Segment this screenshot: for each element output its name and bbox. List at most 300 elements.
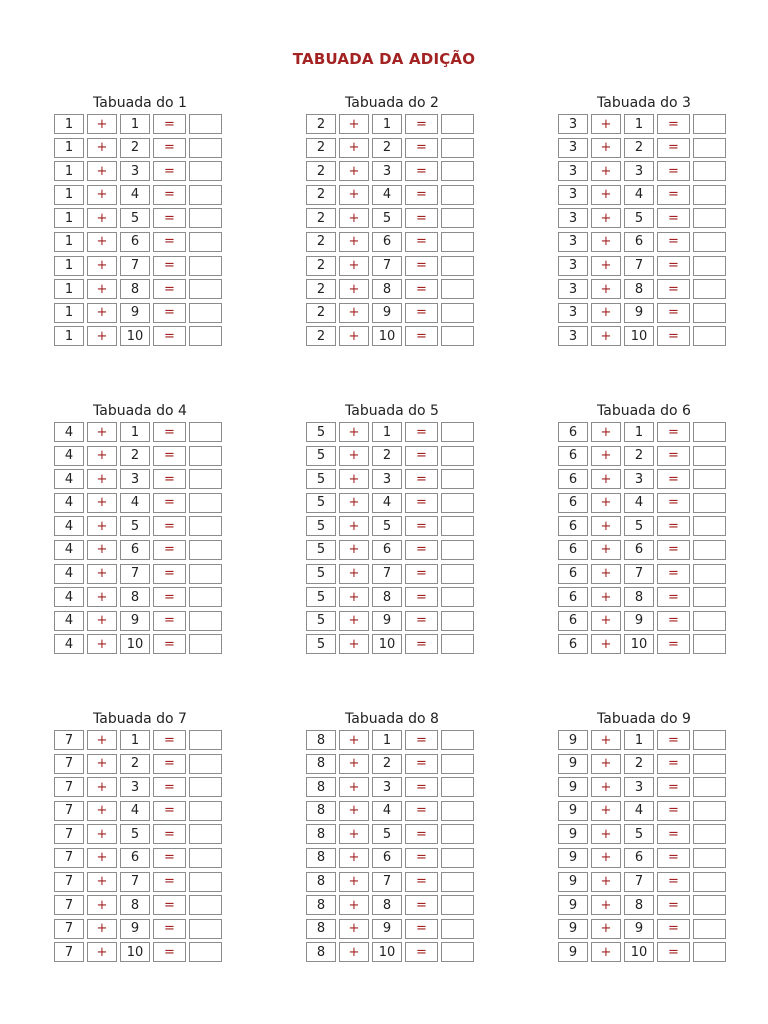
answer-box[interactable] xyxy=(693,114,726,134)
equals-sign: = xyxy=(405,232,438,252)
addition-table-7 xyxy=(54,710,226,966)
equals-sign: = xyxy=(153,540,186,560)
plus-sign: + xyxy=(591,469,621,489)
equals-sign: = xyxy=(153,564,186,584)
answer-box[interactable] xyxy=(693,942,726,962)
operand-b: 4 xyxy=(120,801,150,821)
equals-sign: = xyxy=(657,493,690,513)
operand-b: 9 xyxy=(624,919,654,939)
plus-sign: + xyxy=(339,634,369,654)
operand-a: 8 xyxy=(306,777,336,797)
operand-b: 9 xyxy=(372,303,402,323)
plus-sign: + xyxy=(87,516,117,536)
answer-box[interactable] xyxy=(441,446,474,466)
table-row xyxy=(54,326,226,346)
equals-sign: = xyxy=(657,848,690,868)
plus-sign: + xyxy=(591,872,621,892)
answer-box[interactable] xyxy=(441,161,474,181)
equals-sign: = xyxy=(153,256,186,276)
plus-sign: + xyxy=(339,824,369,844)
table-row xyxy=(558,801,730,821)
operand-b: 8 xyxy=(120,279,150,299)
table-row xyxy=(306,516,478,536)
table-row xyxy=(558,303,730,323)
plus-sign: + xyxy=(339,540,369,560)
table-row xyxy=(306,777,478,797)
answer-box[interactable] xyxy=(441,564,474,584)
operand-b: 10 xyxy=(624,942,654,962)
operand-a: 3 xyxy=(558,326,588,346)
equals-sign: = xyxy=(657,730,690,750)
operand-a: 4 xyxy=(54,611,84,631)
table-rows xyxy=(558,422,730,658)
plus-sign: + xyxy=(87,824,117,844)
operand-a: 1 xyxy=(54,161,84,181)
answer-box[interactable] xyxy=(189,446,222,466)
answer-box[interactable] xyxy=(441,516,474,536)
operand-a: 7 xyxy=(54,754,84,774)
table-row xyxy=(306,138,478,158)
plus-sign: + xyxy=(87,942,117,962)
table-row xyxy=(306,540,478,560)
answer-box[interactable] xyxy=(441,895,474,915)
operand-a: 7 xyxy=(54,801,84,821)
operand-b: 7 xyxy=(624,564,654,584)
operand-b: 3 xyxy=(120,469,150,489)
answer-box[interactable] xyxy=(441,303,474,323)
table-row xyxy=(54,754,226,774)
equals-sign: = xyxy=(153,942,186,962)
answer-box[interactable] xyxy=(189,872,222,892)
answer-box[interactable] xyxy=(441,493,474,513)
plus-sign: + xyxy=(339,493,369,513)
equals-sign: = xyxy=(153,754,186,774)
table-row xyxy=(558,754,730,774)
answer-box[interactable] xyxy=(693,564,726,584)
equals-sign: = xyxy=(405,279,438,299)
plus-sign: + xyxy=(339,232,369,252)
answer-box[interactable] xyxy=(189,208,222,228)
plus-sign: + xyxy=(87,801,117,821)
plus-sign: + xyxy=(591,256,621,276)
answer-box[interactable] xyxy=(189,942,222,962)
operand-a: 2 xyxy=(306,279,336,299)
operand-b: 8 xyxy=(372,587,402,607)
operand-b: 5 xyxy=(624,516,654,536)
equals-sign: = xyxy=(405,730,438,750)
operand-a: 3 xyxy=(558,256,588,276)
answer-box[interactable] xyxy=(189,540,222,560)
page-title: TABUADA DA ADIÇÃO xyxy=(292,50,476,68)
plus-sign: + xyxy=(591,303,621,323)
answer-box[interactable] xyxy=(693,256,726,276)
operand-b: 10 xyxy=(372,326,402,346)
plus-sign: + xyxy=(87,256,117,276)
operand-a: 8 xyxy=(306,730,336,750)
equals-sign: = xyxy=(657,138,690,158)
table-row xyxy=(558,895,730,915)
answer-box[interactable] xyxy=(189,919,222,939)
table-row xyxy=(558,919,730,939)
operand-b: 8 xyxy=(120,895,150,915)
operand-b: 9 xyxy=(120,611,150,631)
plus-sign: + xyxy=(339,516,369,536)
operand-b: 1 xyxy=(624,114,654,134)
operand-a: 3 xyxy=(558,232,588,252)
answer-box[interactable] xyxy=(189,256,222,276)
operand-b: 10 xyxy=(120,942,150,962)
answer-box[interactable] xyxy=(693,895,726,915)
table-row xyxy=(54,493,226,513)
operand-a: 1 xyxy=(54,232,84,252)
answer-box[interactable] xyxy=(441,208,474,228)
answer-box[interactable] xyxy=(441,611,474,631)
equals-sign: = xyxy=(153,730,186,750)
answer-box[interactable] xyxy=(693,303,726,323)
operand-b: 1 xyxy=(120,114,150,134)
addition-table-4 xyxy=(54,402,226,658)
table-row xyxy=(306,303,478,323)
answer-box[interactable] xyxy=(693,516,726,536)
answer-box[interactable] xyxy=(441,634,474,654)
answer-box[interactable] xyxy=(693,326,726,346)
answer-box[interactable] xyxy=(441,232,474,252)
table-rows xyxy=(306,422,478,658)
table-row xyxy=(54,540,226,560)
table-row xyxy=(54,446,226,466)
operand-b: 2 xyxy=(372,138,402,158)
answer-box[interactable] xyxy=(693,777,726,797)
answer-box[interactable] xyxy=(441,469,474,489)
plus-sign: + xyxy=(339,303,369,323)
operand-b: 5 xyxy=(624,824,654,844)
answer-box[interactable] xyxy=(189,895,222,915)
operand-a: 2 xyxy=(306,185,336,205)
answer-box[interactable] xyxy=(189,114,222,134)
operand-b: 9 xyxy=(372,611,402,631)
equals-sign: = xyxy=(153,114,186,134)
answer-box[interactable] xyxy=(189,232,222,252)
plus-sign: + xyxy=(87,138,117,158)
answer-box[interactable] xyxy=(693,730,726,750)
answer-box[interactable] xyxy=(441,422,474,442)
operand-b: 6 xyxy=(120,540,150,560)
table-row xyxy=(306,232,478,252)
operand-a: 9 xyxy=(558,872,588,892)
table-row xyxy=(54,848,226,868)
operand-a: 4 xyxy=(54,446,84,466)
equals-sign: = xyxy=(657,516,690,536)
operand-a: 5 xyxy=(306,446,336,466)
equals-sign: = xyxy=(657,185,690,205)
answer-box[interactable] xyxy=(693,208,726,228)
equals-sign: = xyxy=(405,138,438,158)
equals-sign: = xyxy=(405,326,438,346)
table-row xyxy=(306,801,478,821)
operand-b: 10 xyxy=(120,326,150,346)
answer-box[interactable] xyxy=(441,540,474,560)
equals-sign: = xyxy=(153,777,186,797)
answer-box[interactable] xyxy=(441,114,474,134)
operand-b: 8 xyxy=(372,895,402,915)
answer-box[interactable] xyxy=(693,587,726,607)
operand-a: 2 xyxy=(306,232,336,252)
plus-sign: + xyxy=(339,587,369,607)
answer-box[interactable] xyxy=(693,801,726,821)
operand-b: 9 xyxy=(624,303,654,323)
operand-b: 7 xyxy=(624,256,654,276)
answer-box[interactable] xyxy=(189,777,222,797)
plus-sign: + xyxy=(339,895,369,915)
answer-box[interactable] xyxy=(693,493,726,513)
answer-box[interactable] xyxy=(189,279,222,299)
operand-a: 4 xyxy=(54,634,84,654)
operand-b: 1 xyxy=(372,730,402,750)
operand-b: 8 xyxy=(624,587,654,607)
answer-box[interactable] xyxy=(441,138,474,158)
equals-sign: = xyxy=(657,256,690,276)
plus-sign: + xyxy=(591,114,621,134)
answer-box[interactable] xyxy=(441,730,474,750)
answer-box[interactable] xyxy=(693,824,726,844)
answer-box[interactable] xyxy=(441,777,474,797)
operand-a: 6 xyxy=(558,422,588,442)
answer-box[interactable] xyxy=(189,185,222,205)
table-row xyxy=(558,493,730,513)
table-row xyxy=(306,422,478,442)
answer-box[interactable] xyxy=(189,469,222,489)
table-title: Tabuada do 6 xyxy=(597,403,691,419)
answer-box[interactable] xyxy=(693,469,726,489)
plus-sign: + xyxy=(339,777,369,797)
table-row xyxy=(54,161,226,181)
operand-a: 6 xyxy=(558,611,588,631)
operand-b: 1 xyxy=(120,730,150,750)
operand-b: 3 xyxy=(120,777,150,797)
equals-sign: = xyxy=(153,634,186,654)
answer-box[interactable] xyxy=(693,422,726,442)
operand-a: 1 xyxy=(54,326,84,346)
plus-sign: + xyxy=(339,256,369,276)
operand-b: 5 xyxy=(372,516,402,536)
answer-box[interactable] xyxy=(693,754,726,774)
operand-a: 4 xyxy=(54,516,84,536)
answer-box[interactable] xyxy=(441,824,474,844)
operand-b: 5 xyxy=(624,208,654,228)
operand-b: 9 xyxy=(120,919,150,939)
answer-box[interactable] xyxy=(441,754,474,774)
operand-a: 5 xyxy=(306,634,336,654)
answer-box[interactable] xyxy=(441,256,474,276)
answer-box[interactable] xyxy=(189,138,222,158)
plus-sign: + xyxy=(591,730,621,750)
answer-box[interactable] xyxy=(693,848,726,868)
answer-box[interactable] xyxy=(693,872,726,892)
equals-sign: = xyxy=(657,540,690,560)
plus-sign: + xyxy=(591,587,621,607)
plus-sign: + xyxy=(591,564,621,584)
answer-box[interactable] xyxy=(693,446,726,466)
operand-b: 1 xyxy=(624,422,654,442)
equals-sign: = xyxy=(153,801,186,821)
table-title: Tabuada do 9 xyxy=(597,711,691,727)
equals-sign: = xyxy=(657,777,690,797)
answer-box[interactable] xyxy=(693,161,726,181)
equals-sign: = xyxy=(405,446,438,466)
table-row xyxy=(306,185,478,205)
operand-a: 9 xyxy=(558,824,588,844)
answer-box[interactable] xyxy=(693,540,726,560)
answer-box[interactable] xyxy=(189,516,222,536)
plus-sign: + xyxy=(591,634,621,654)
answer-box[interactable] xyxy=(693,919,726,939)
table-row xyxy=(54,138,226,158)
answer-box[interactable] xyxy=(189,326,222,346)
equals-sign: = xyxy=(405,161,438,181)
equals-sign: = xyxy=(153,422,186,442)
operand-a: 1 xyxy=(54,303,84,323)
table-row xyxy=(54,114,226,134)
operand-a: 9 xyxy=(558,801,588,821)
table-row xyxy=(558,942,730,962)
operand-a: 2 xyxy=(306,208,336,228)
plus-sign: + xyxy=(339,326,369,346)
operand-b: 1 xyxy=(624,730,654,750)
operand-b: 8 xyxy=(120,587,150,607)
equals-sign: = xyxy=(153,138,186,158)
operand-b: 5 xyxy=(372,824,402,844)
answer-box[interactable] xyxy=(693,634,726,654)
table-rows xyxy=(306,114,478,350)
operand-b: 6 xyxy=(120,232,150,252)
answer-box[interactable] xyxy=(189,493,222,513)
operand-b: 7 xyxy=(372,872,402,892)
table-row xyxy=(54,942,226,962)
answer-box[interactable] xyxy=(441,872,474,892)
equals-sign: = xyxy=(657,232,690,252)
plus-sign: + xyxy=(339,754,369,774)
answer-box[interactable] xyxy=(441,326,474,346)
equals-sign: = xyxy=(153,469,186,489)
operand-a: 4 xyxy=(54,540,84,560)
equals-sign: = xyxy=(405,801,438,821)
operand-b: 10 xyxy=(372,634,402,654)
table-row xyxy=(558,611,730,631)
equals-sign: = xyxy=(657,114,690,134)
operand-a: 5 xyxy=(306,611,336,631)
operand-a: 4 xyxy=(54,493,84,513)
operand-b: 4 xyxy=(120,493,150,513)
operand-a: 2 xyxy=(306,161,336,181)
equals-sign: = xyxy=(153,185,186,205)
equals-sign: = xyxy=(405,516,438,536)
equals-sign: = xyxy=(405,256,438,276)
answer-box[interactable] xyxy=(441,185,474,205)
operand-a: 7 xyxy=(54,824,84,844)
answer-box[interactable] xyxy=(189,801,222,821)
plus-sign: + xyxy=(591,446,621,466)
plus-sign: + xyxy=(87,540,117,560)
operand-b: 1 xyxy=(372,422,402,442)
answer-box[interactable] xyxy=(693,279,726,299)
answer-box[interactable] xyxy=(189,611,222,631)
operand-b: 4 xyxy=(624,493,654,513)
answer-box[interactable] xyxy=(693,232,726,252)
answer-box[interactable] xyxy=(693,185,726,205)
table-title: Tabuada do 5 xyxy=(345,403,439,419)
answer-box[interactable] xyxy=(441,848,474,868)
plus-sign: + xyxy=(339,848,369,868)
equals-sign: = xyxy=(153,161,186,181)
plus-sign: + xyxy=(87,848,117,868)
answer-box[interactable] xyxy=(693,611,726,631)
table-rows xyxy=(558,114,730,350)
answer-box[interactable] xyxy=(693,138,726,158)
operand-b: 10 xyxy=(624,326,654,346)
answer-box[interactable] xyxy=(441,587,474,607)
answer-box[interactable] xyxy=(189,824,222,844)
answer-box[interactable] xyxy=(441,801,474,821)
operand-a: 1 xyxy=(54,279,84,299)
answer-box[interactable] xyxy=(189,303,222,323)
operand-b: 4 xyxy=(120,185,150,205)
operand-a: 5 xyxy=(306,516,336,536)
table-row xyxy=(558,872,730,892)
plus-sign: + xyxy=(87,493,117,513)
answer-box[interactable] xyxy=(189,634,222,654)
plus-sign: + xyxy=(591,208,621,228)
equals-sign: = xyxy=(153,919,186,939)
operand-a: 7 xyxy=(54,848,84,868)
answer-box[interactable] xyxy=(441,919,474,939)
table-row xyxy=(558,777,730,797)
equals-sign: = xyxy=(657,279,690,299)
plus-sign: + xyxy=(87,611,117,631)
operand-b: 5 xyxy=(120,208,150,228)
table-row xyxy=(306,493,478,513)
answer-box[interactable] xyxy=(189,754,222,774)
table-row xyxy=(306,587,478,607)
equals-sign: = xyxy=(153,516,186,536)
answer-box[interactable] xyxy=(189,848,222,868)
equals-sign: = xyxy=(153,493,186,513)
answer-box[interactable] xyxy=(189,564,222,584)
table-row xyxy=(54,872,226,892)
equals-sign: = xyxy=(405,422,438,442)
answer-box[interactable] xyxy=(441,942,474,962)
plus-sign: + xyxy=(87,777,117,797)
table-row xyxy=(558,469,730,489)
table-row xyxy=(558,256,730,276)
operand-a: 4 xyxy=(54,469,84,489)
table-row xyxy=(558,279,730,299)
operand-a: 4 xyxy=(54,587,84,607)
operand-b: 4 xyxy=(372,185,402,205)
answer-box[interactable] xyxy=(189,422,222,442)
operand-b: 6 xyxy=(372,232,402,252)
answer-box[interactable] xyxy=(189,730,222,750)
addition-table-1 xyxy=(54,94,226,350)
answer-box[interactable] xyxy=(441,279,474,299)
operand-a: 4 xyxy=(54,564,84,584)
equals-sign: = xyxy=(405,185,438,205)
plus-sign: + xyxy=(591,942,621,962)
answer-box[interactable] xyxy=(189,587,222,607)
table-row xyxy=(54,469,226,489)
answer-box[interactable] xyxy=(189,161,222,181)
operand-b: 4 xyxy=(372,493,402,513)
equals-sign: = xyxy=(153,208,186,228)
